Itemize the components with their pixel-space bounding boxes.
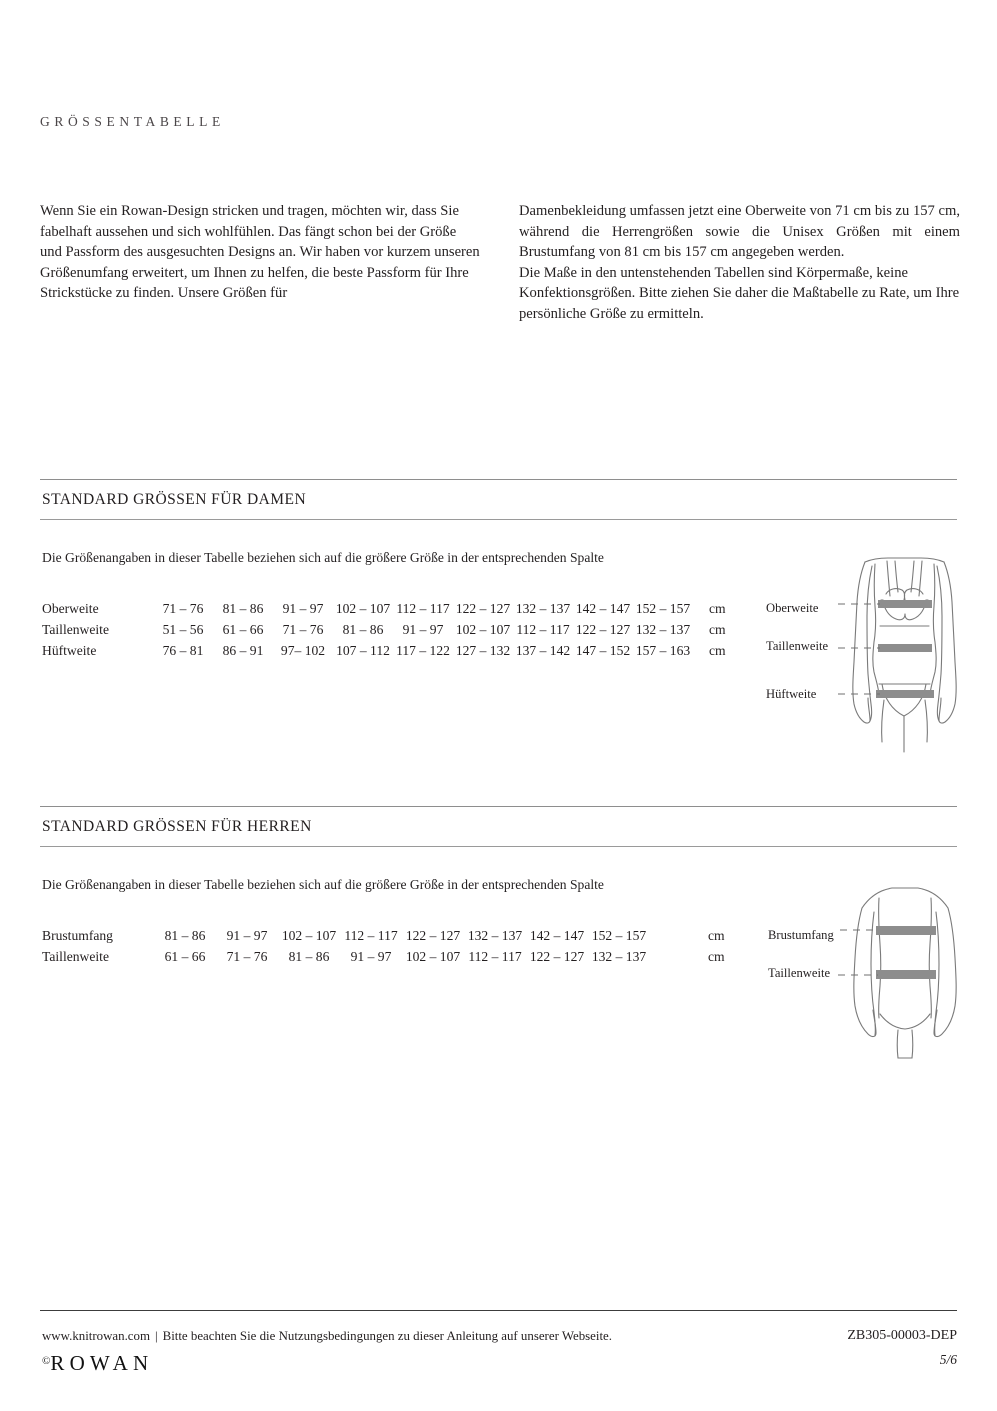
cell: 102 – 107 (455, 622, 511, 637)
cell: 152 – 157 (591, 928, 647, 943)
men-measurements-table (42, 928, 725, 970)
cell: 97– 102 (280, 643, 326, 658)
cell: 81 – 86 (164, 928, 206, 943)
document-code: ZB305-00003-DEP (847, 1328, 957, 1343)
row-label: Hüftweite (42, 643, 97, 658)
intro-left-text: Wenn Sie ein Rowan-Design stricken und tragen, möchten wir, dass Sie fabelhaft aussehen und sich wohlfühlen. Das fängt schon bei der Größe und Passform des ausgesuchten Designs an. Wir haben vor kurzem unseren Größenumfang erweitert, um Ihnen zu helfen, die beste Passform für Ihre Strickstücke zu finden. Unsere Größen für (40, 203, 480, 302)
cell: 71 – 76 (282, 622, 324, 637)
footer-divider (40, 1310, 957, 1311)
cell: 102 – 107 (405, 949, 461, 964)
row-label: Oberweite (42, 601, 99, 616)
cell: 81 – 86 (222, 601, 264, 616)
cell: 137 – 142 (515, 643, 571, 658)
footer-separator: | (155, 1329, 158, 1343)
page-number: 5/6 (939, 1352, 957, 1367)
cell: 132 – 137 (515, 601, 571, 616)
cell: 112 – 117 (344, 928, 398, 943)
cell: 71 – 76 (162, 601, 204, 616)
table-row (42, 622, 726, 643)
row-label: Taillenweite (42, 622, 109, 637)
band-hip (876, 690, 934, 698)
cell: 122 – 127 (575, 622, 631, 637)
row-label: Taillenweite (42, 949, 109, 964)
cell: 91 – 97 (350, 949, 392, 964)
unit-label: cm (708, 928, 725, 943)
figure-label-chest: Brustumfang (768, 928, 834, 942)
table-row (42, 949, 725, 970)
website-link[interactable]: www.knitrowan.com (42, 1329, 150, 1343)
women-section-title: STANDARD GRÖSSEN FÜR DAMEN (42, 491, 307, 508)
cell: 71 – 76 (226, 949, 268, 964)
cell: 122 – 127 (455, 601, 511, 616)
unit-label: cm (709, 601, 726, 616)
female-torso-illustration (762, 556, 987, 756)
band-waist (878, 644, 932, 652)
men-measurement-diagram (762, 882, 987, 1067)
cell: 142 – 147 (575, 601, 631, 616)
cell: 122 – 127 (529, 949, 585, 964)
table-row (42, 643, 726, 664)
rowan-logo (42, 1351, 153, 1376)
page-footer (40, 1310, 957, 1375)
figure-label-hip: Hüftweite (766, 687, 817, 701)
cell: 107 – 112 (336, 643, 390, 658)
cell: 142 – 147 (529, 928, 585, 943)
figure-label-waist: Taillenweite (766, 639, 829, 653)
intro-section (40, 201, 960, 325)
footer-text-line (42, 1329, 612, 1344)
band-waist (876, 970, 936, 979)
men-section-title: STANDARD GRÖSSEN FÜR HERREN (42, 818, 312, 835)
copyright-icon: © (42, 1355, 51, 1367)
row-label: Brustumfang (42, 928, 113, 943)
unit-label: cm (709, 622, 726, 637)
cell: 132 – 137 (591, 949, 647, 964)
cell: 102 – 107 (335, 601, 391, 616)
men-section-note: Die Größenangaben in dieser Tabelle beziehen sich auf die größere Größe in der entsprechenden Spalte (42, 877, 604, 892)
cell: 132 – 137 (635, 622, 691, 637)
women-section-note: Die Größenangaben in dieser Tabelle beziehen sich auf die größere Größe in der entsprechenden Spalte (42, 550, 604, 565)
cell: 112 – 117 (516, 622, 570, 637)
cell: 147 – 152 (575, 643, 631, 658)
cell: 132 – 137 (467, 928, 523, 943)
cell: 86 – 91 (222, 643, 264, 658)
cell: 152 – 157 (635, 601, 691, 616)
intro-right-text-1: Damenbekleidung umfassen jetzt eine Oberweite von 71 cm bis zu 157 cm, während die Herrengrößen sowie die Unisex Größen mit einem Brustumfang von 81 cm bis 157 cm angegeben werden. (519, 203, 960, 261)
cell: 127 – 132 (455, 643, 511, 658)
intro-right-column (519, 201, 960, 325)
women-measurements-table (42, 601, 726, 664)
table-row (42, 601, 726, 622)
intro-right-text-2: Die Maße in den untenstehenden Tabellen sind Körpermaße, keine Konfektionsgrößen. Bitte ziehen Sie daher die Maßtabelle zu Rate, um Ihre persönliche Größe zu ermitteln. (519, 264, 960, 322)
cell: 81 – 86 (342, 622, 384, 637)
cell: 102 – 107 (281, 928, 337, 943)
band-chest (876, 926, 936, 935)
footer-terms-text: Bitte beachten Sie die Nutzungsbedingungen zu dieser Anleitung auf unserer Webseite. (162, 1329, 613, 1343)
cell: 117 – 122 (396, 643, 450, 658)
rowan-logo-text: ROWAN (50, 1351, 154, 1375)
cell: 91 – 97 (226, 928, 268, 943)
band-bust (878, 600, 932, 608)
women-measurement-diagram (762, 556, 987, 761)
cell: 122 – 127 (405, 928, 461, 943)
unit-label: cm (708, 949, 725, 964)
intro-left-column (40, 201, 481, 325)
women-section-header (40, 479, 957, 566)
cell: 61 – 66 (222, 622, 264, 637)
cell: 51 – 56 (162, 622, 204, 637)
cell: 112 – 117 (396, 601, 450, 616)
cell: 91 – 97 (282, 601, 324, 616)
cell: 81 – 86 (288, 949, 330, 964)
cell: 91 – 97 (402, 622, 444, 637)
figure-label-bust: Oberweite (766, 601, 819, 615)
table-row (42, 928, 725, 949)
cell: 157 – 163 (635, 643, 691, 658)
cell: 76 – 81 (162, 643, 204, 658)
figure-label-waist: Taillenweite (768, 966, 831, 980)
page-title: GRÖSSENTABELLE (40, 114, 225, 129)
men-section-header (40, 806, 957, 893)
cell: 61 – 66 (164, 949, 206, 964)
cell: 112 – 117 (468, 949, 522, 964)
unit-label: cm (709, 643, 726, 658)
